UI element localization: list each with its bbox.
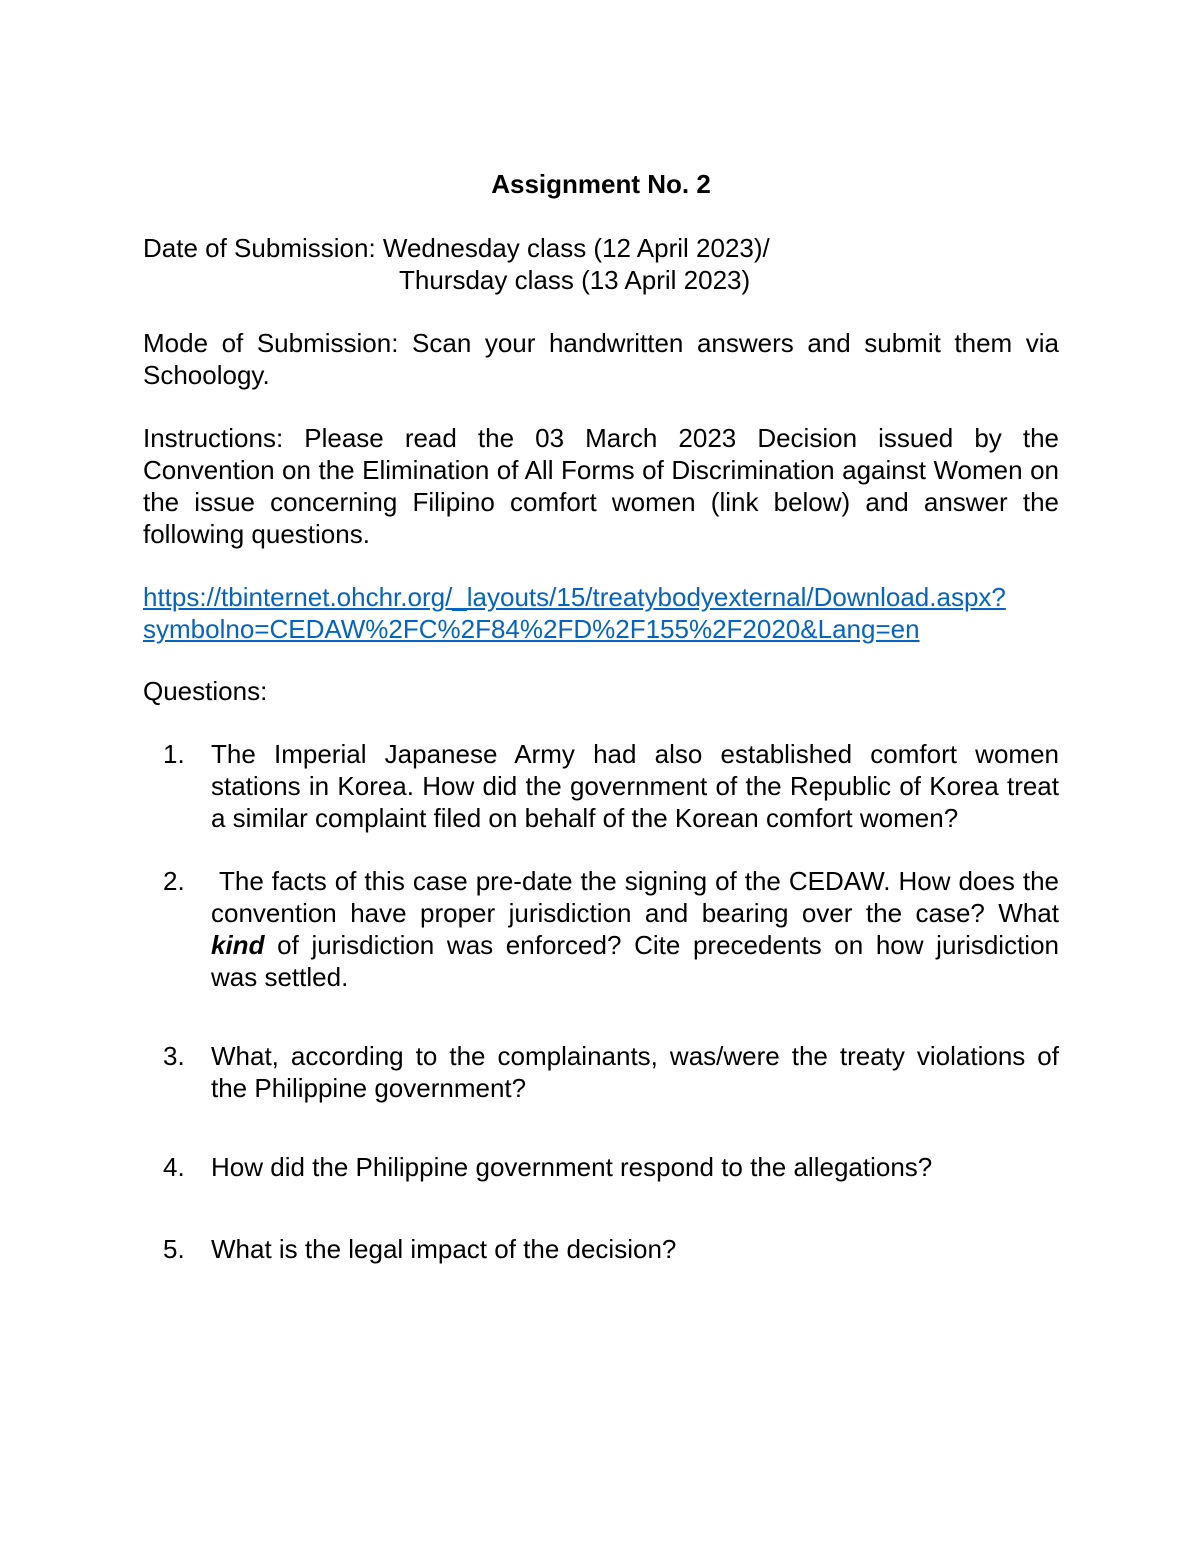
instructions bbox=[143, 422, 1059, 550]
submission-date bbox=[143, 232, 1059, 296]
question-number: 5. bbox=[163, 1234, 185, 1264]
question-number: 2. bbox=[163, 866, 185, 896]
question-item bbox=[143, 865, 1059, 993]
question-text: What is the legal impact of the decision? bbox=[211, 1234, 677, 1264]
document-page bbox=[143, 0, 1059, 1553]
question-text-part: The facts of this case pre-date the signing of the CEDAW. How does the convention have proper jurisdiction and bearing over the case? What bbox=[211, 866, 1059, 928]
question-item bbox=[143, 1040, 1059, 1104]
submission-mode-label: Mode of Submission: bbox=[143, 328, 399, 358]
question-number: 4. bbox=[163, 1152, 185, 1182]
question-item bbox=[143, 1151, 1059, 1183]
question-text-part: of jurisdiction was enforced? Cite precedents on how jurisdiction was settled. bbox=[211, 930, 1059, 992]
submission-mode-text: Scan your handwritten answers and submit them via Schoology. bbox=[143, 328, 1059, 390]
instructions-label: Instructions: bbox=[143, 423, 284, 453]
decision-link-line2[interactable]: symbolno=CEDAW%2FC%2F84%2FD%2F155%2F2020&Lang=en bbox=[143, 614, 920, 644]
instructions-text: Please read the 03 March 2023 Decision issued by the Convention on the Elimination of All Forms of Discrimination against Women on the issue concerning Filipino comfort women (link below) and answer the following questions. bbox=[143, 423, 1059, 549]
submission-mode bbox=[143, 327, 1059, 391]
question-text: What, according to the complainants, was/were the treaty violations of the Philippine government? bbox=[211, 1041, 1059, 1103]
submission-date-line2: Thursday class (13 April 2023) bbox=[399, 265, 751, 295]
page-title: Assignment No. 2 bbox=[491, 169, 711, 199]
question-text bbox=[211, 865, 1059, 993]
decision-link-line1[interactable]: https://tbinternet.ohchr.org/_layouts/15/treatybodyexternal/Download.aspx? bbox=[143, 582, 1006, 612]
question-text: How did the Philippine government respond to the allegations? bbox=[211, 1152, 933, 1182]
question-number: 1. bbox=[163, 739, 185, 769]
question-item bbox=[143, 738, 1059, 834]
question-emphasis: kind bbox=[211, 930, 265, 960]
submission-date-label: Date of Submission: bbox=[143, 233, 376, 263]
question-item bbox=[143, 1233, 1059, 1265]
questions-heading: Questions: bbox=[143, 676, 268, 706]
question-text: The Imperial Japanese Army had also established comfort women stations in Korea. How did the government of the Republic of Korea treat a similar complaint filed on behalf of the Korean comfort women? bbox=[211, 739, 1059, 833]
question-number: 3. bbox=[163, 1041, 185, 1071]
submission-date-line1: Wednesday class (12 April 2023)/ bbox=[382, 233, 770, 263]
decision-link[interactable] bbox=[143, 581, 1059, 645]
